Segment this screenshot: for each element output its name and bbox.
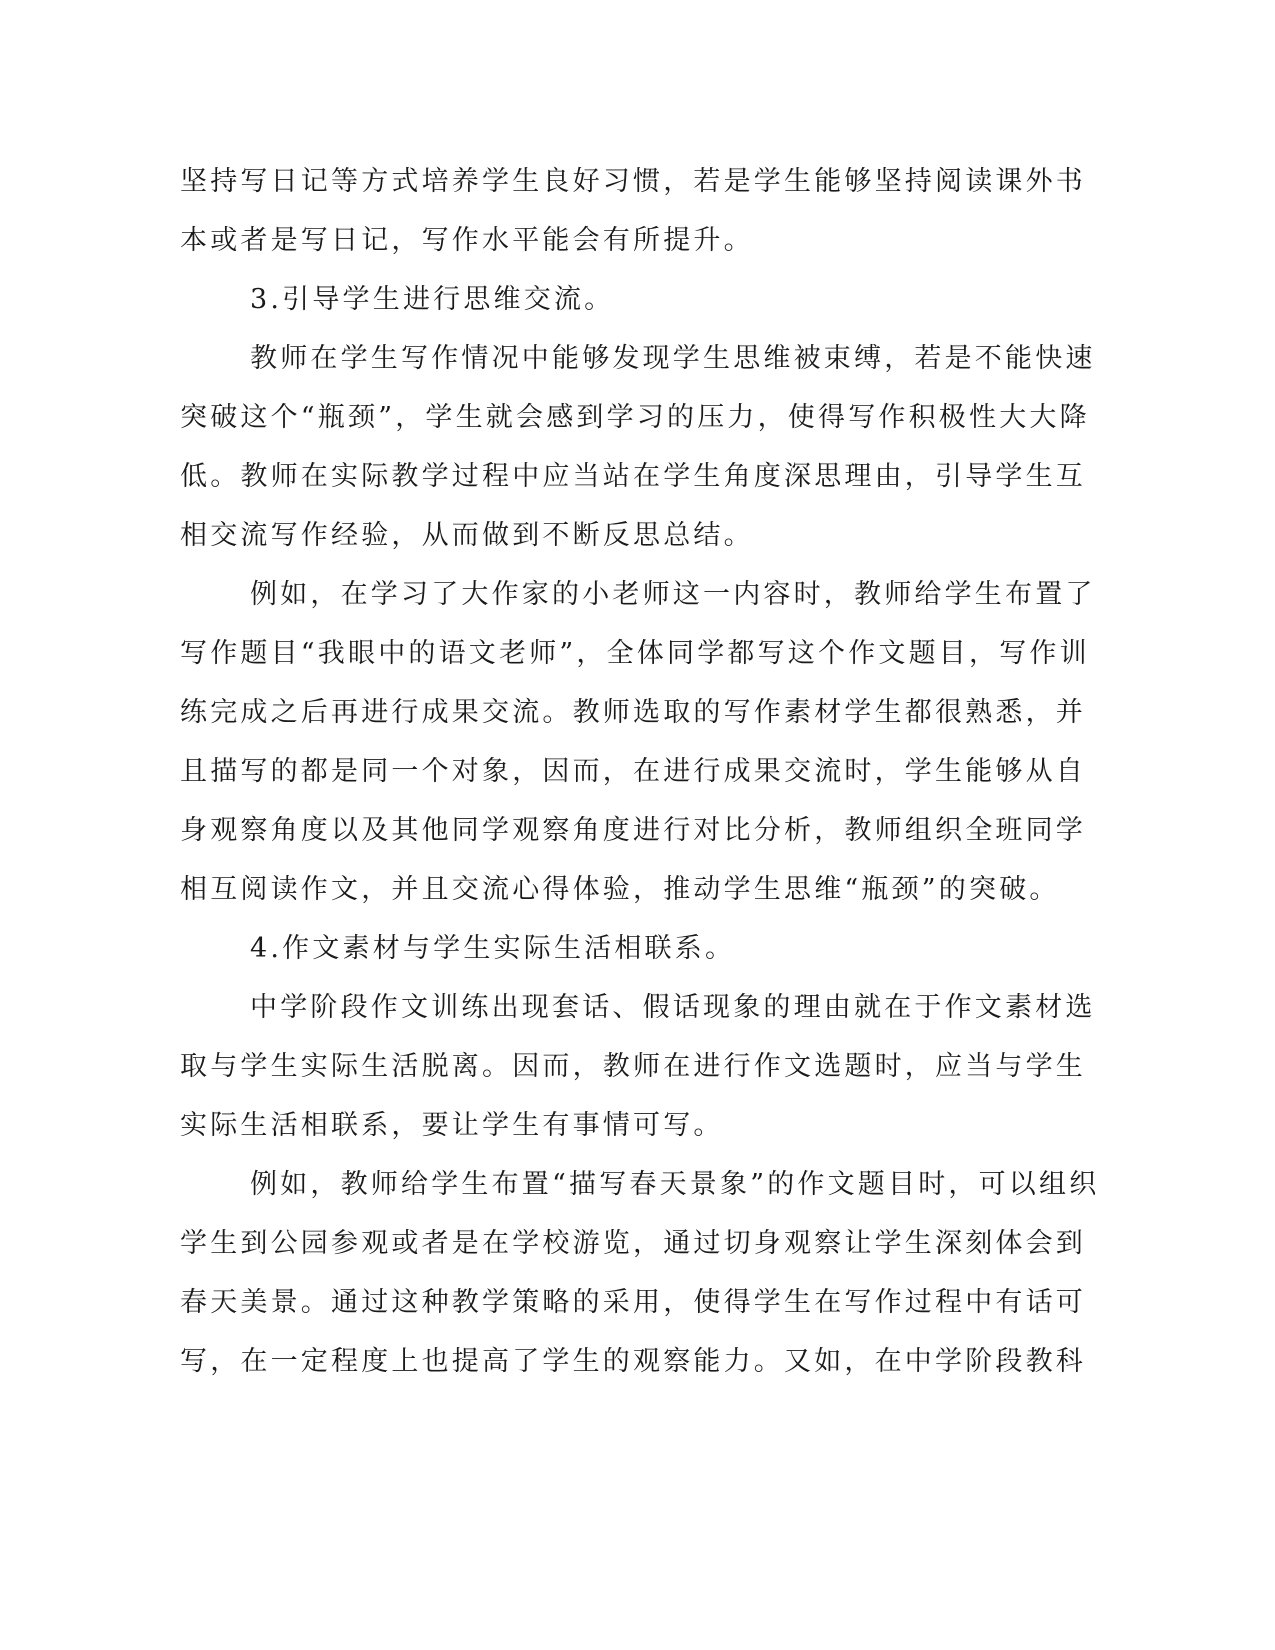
text-line: 且描写的都是同一个对象，因而，在进行成果交流时，学生能够从自 [180,756,1086,787]
text-line: 写作题目“我眼中的语文老师”，全体同学都写这个作文题目，写作训 [180,638,1090,669]
section-heading: 4.作文素材与学生实际生活相联系。 [250,933,736,964]
text-line: 教师在学生写作情况中能够发现学生思维被束缚，若是不能快速 [250,343,1096,374]
text-line: 身观察角度以及其他同学观察角度进行对比分析，教师组织全班同学 [180,815,1086,846]
text-line: 相交流写作经验，从而做到不断反思总结。 [180,520,754,551]
text-line: 练完成之后再进行成果交流。教师选取的写作素材学生都很熟悉，并 [180,697,1086,728]
section-heading: 3.引导学生进行思维交流。 [250,284,615,315]
text-line: 写，在一定程度上也提高了学生的观察能力。又如，在中学阶段教科 [180,1346,1086,1377]
text-line: 春天美景。通过这种教学策略的采用，使得学生在写作过程中有话可 [180,1287,1086,1318]
text-line: 取与学生实际生活脱离。因而，教师在进行作文选题时，应当与学生 [180,1051,1086,1082]
text-line: 实际生活相联系，要让学生有事情可写。 [180,1110,724,1141]
text-line: 低。教师在实际教学过程中应当站在学生角度深思理由，引导学生互 [180,461,1086,492]
text-line: 中学阶段作文训练出现套话、假话现象的理由就在于作文素材选 [250,992,1096,1023]
text-line: 突破这个“瓶颈”，学生就会感到学习的压力，使得写作积极性大大降 [180,402,1090,433]
text-line: 学生到公园参观或者是在学校游览，通过切身观察让学生深刻体会到 [180,1228,1086,1259]
text-line: 例如，教师给学生布置“描写春天景象”的作文题目时，可以组织 [250,1169,1100,1200]
text-line: 例如，在学习了大作家的小老师这一内容时，教师给学生布置了 [250,579,1096,610]
text-line: 相互阅读作文，并且交流心得体验，推动学生思维“瓶颈”的突破。 [180,874,1060,905]
text-line: 坚持写日记等方式培养学生良好习惯，若是学生能够坚持阅读课外书 [180,166,1086,197]
text-line: 本或者是写日记，写作水平能会有所提升。 [180,225,754,256]
